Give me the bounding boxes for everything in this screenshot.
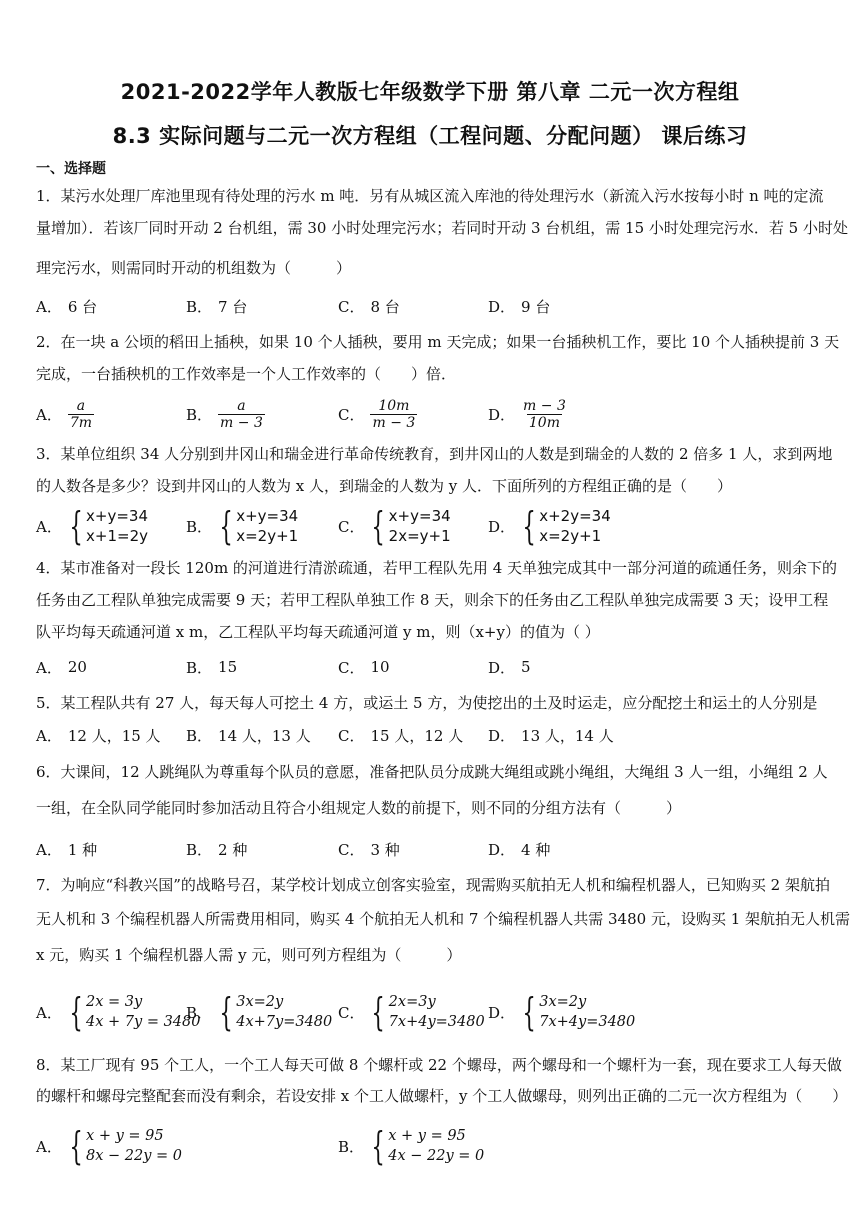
q4-text-line-1: 4．某市准备对一段长 120m 的河道进行清淤疏通，若甲工程队先用 4 天单独完成其中一部分河道的疏通任务，则余下的 bbox=[36, 559, 838, 577]
q4-text-line-3: 队平均每天疏通河道 x m，乙工程队平均每天疏通河道 y m，则（x+y）的值为（ ） bbox=[36, 623, 600, 641]
equation-system: { x + y = 95 8x − 22y = 0 bbox=[69, 1124, 183, 1168]
q1-text-line-2: 量增加）．若该厂同时开动 2 台机组，需 30 小时处理完污水；若同时开动 3 台机组，需 15 小时处理完污水．若 5 小时处 bbox=[36, 219, 848, 237]
q2-text-line-1: 2．在一块 a 公顷的稻田上插秧，如果 10 个人插秧，要用 m 天完成；如果一台插秧机工作，要比 10 个人插秧提前 3 天 bbox=[36, 333, 840, 351]
q1-text-line-1: 1．某污水处理厂库池里现有待处理的污水 m 吨．另有从城区流入库池的待处理污水（新流入污水按每小时 n 吨的定流 bbox=[36, 187, 824, 205]
q7-option-b[interactable]: B． { 3x=2y 4x+7y=3480 bbox=[186, 990, 333, 1034]
equation-system: { x+2y=34 x=2y+1 bbox=[522, 504, 611, 548]
q5-option-d[interactable]: D． 13 人，14 人 bbox=[488, 726, 614, 745]
q1-option-d[interactable]: D． 9 台 bbox=[488, 297, 551, 316]
q7-option-d[interactable]: D． { 3x=2y 7x+4y=3480 bbox=[488, 990, 636, 1034]
q6-options bbox=[36, 836, 836, 862]
q1-option-b[interactable]: B． 7 台 bbox=[186, 297, 248, 316]
q2-option-c[interactable]: C． $\frac{10m}{m - 3}$ bbox=[338, 397, 416, 431]
q5-option-c[interactable]: C． 15 人，12 人 bbox=[338, 726, 464, 745]
q2-option-b[interactable]: B． $\frac{a}{m - 3}$ bbox=[186, 397, 263, 431]
q2-text-line-2: 完成，一台插秧机的工作效率是一个人工作效率的（ ）倍． bbox=[36, 365, 457, 383]
q3-text-line-2: 的人数各是多少？设到井冈山的人数为 x 人，到瑞金的人数为 y 人．下面所列的方程组正确的是（ ） bbox=[36, 477, 733, 495]
q8-options bbox=[36, 1124, 836, 1168]
q4-option-a[interactable]: A． 20 bbox=[36, 658, 87, 677]
brace-icon: { bbox=[69, 504, 83, 548]
q2-option-d[interactable]: D． $\frac{m - 3}{10m}$ bbox=[488, 397, 566, 431]
q7-text-line-1: 7．为响应“科教兴国”的战略号召，某学校计划成立创客实验室，现需购买航拍无人机和编程机器人，已知购买 2 架航拍 bbox=[36, 876, 830, 894]
equation-system: { x + y = 95 4x − 22y = 0 bbox=[371, 1124, 485, 1168]
q3-option-b[interactable]: B． { x+y=34 x=2y+1 bbox=[186, 504, 299, 548]
q4-options bbox=[36, 654, 836, 680]
equation-system: { 3x=2y 4x+7y=3480 bbox=[219, 990, 333, 1034]
q6-text-line-2: 一组，在全队同学能同时参加活动且符合小组规定人数的前提下，则不同的分组方法有（ ） bbox=[36, 799, 682, 817]
q4-option-b[interactable]: B． 15 bbox=[186, 658, 238, 677]
fraction: $\frac{10m}{m - 3}$ bbox=[372, 397, 416, 431]
q2-option-a[interactable]: A． $\frac{a}{7m}$ bbox=[36, 397, 93, 431]
q4-text-line-2: 任务由乙工程队单独完成需要 9 天；若甲工程队单独工作 8 天，则余下的任务由乙工程队单独完成需要 3 天；设甲工程 bbox=[36, 591, 829, 609]
brace-icon: { bbox=[371, 1124, 385, 1168]
q6-option-d[interactable]: D． 4 种 bbox=[488, 840, 551, 859]
q7-options bbox=[36, 990, 836, 1034]
q5-text-line-1: 5．某工程队共有 27 人，每天每人可挖土 4 方，或运土 5 方，为使挖出的土及时运走，应分配挖土和运土的人分别是 bbox=[36, 694, 818, 712]
brace-icon: { bbox=[522, 990, 536, 1034]
q2-options bbox=[36, 392, 836, 436]
q7-option-c[interactable]: C． { 2x=3y 7x+4y=3480 bbox=[338, 990, 485, 1034]
fraction: $\frac{a}{m - 3}$ bbox=[220, 397, 263, 431]
q8-text-line-2: 的螺杆和螺母完整配套而没有剩余，若设安排 x 个工人做螺杆，y 个工人做螺母，则列出正确的二元一次方程组为（ ） bbox=[36, 1087, 848, 1105]
q1-options bbox=[36, 288, 836, 324]
q5-option-a[interactable]: A． 12 人，15 人 bbox=[36, 726, 161, 745]
brace-icon: { bbox=[522, 504, 536, 548]
q3-options bbox=[36, 503, 836, 549]
title-line-2: 8.3 实际问题与二元一次方程组（工程问题、分配问题） 课后练习 bbox=[112, 124, 748, 148]
equation-system: { x+y=34 2x=y+1 bbox=[371, 504, 451, 548]
brace-icon: { bbox=[219, 990, 233, 1034]
brace-icon: { bbox=[371, 504, 386, 548]
q7-text-line-3: x 元，购买 1 个编程机器人需 y 元，则可列方程组为（ ） bbox=[36, 946, 462, 964]
brace-icon: { bbox=[69, 990, 83, 1034]
equation-system: { x+y=34 x+1=2y bbox=[69, 504, 149, 548]
q4-option-c[interactable]: C． 10 bbox=[338, 658, 390, 677]
q3-option-a[interactable]: A． { x+y=34 x+1=2y bbox=[36, 504, 149, 548]
q5-option-b[interactable]: B． 14 人，13 人 bbox=[186, 726, 311, 745]
q6-text-line-1: 6．大课间，12 人跳绳队为尊重每个队员的意愿，准备把队员分成跳大绳组或跳小绳组，大绳组 3 人一组，小绳组 2 人 bbox=[36, 763, 828, 781]
brace-icon: { bbox=[219, 504, 233, 548]
q3-option-c[interactable]: C． { x+y=34 2x=y+1 bbox=[338, 504, 451, 548]
fraction: $\frac{m - 3}{10m}$ bbox=[523, 397, 566, 431]
q7-option-a[interactable]: A． { 2x = 3y 4x + 7y = 3480 bbox=[36, 990, 201, 1034]
fraction: $\frac{a}{7m}$ bbox=[69, 397, 93, 431]
section-heading: 一、选择题 bbox=[36, 161, 106, 177]
q4-option-d[interactable]: D． 5 bbox=[488, 658, 531, 677]
q1-text-line-3: 理完污水，则需同时开动的机组数为（ ） bbox=[36, 259, 352, 277]
brace-icon: { bbox=[371, 990, 386, 1034]
q6-option-c[interactable]: C． 3 种 bbox=[338, 840, 400, 859]
equation-system: { x+y=34 x=2y+1 bbox=[219, 504, 299, 548]
equation-system: { 2x=3y 7x+4y=3480 bbox=[371, 990, 485, 1034]
q8-option-a[interactable]: A． { x + y = 95 8x − 22y = 0 bbox=[36, 1124, 183, 1168]
q1-option-c[interactable]: C． 8 台 bbox=[338, 297, 400, 316]
q8-option-b[interactable]: B． { x + y = 95 4x − 22y = 0 bbox=[338, 1124, 485, 1168]
q6-option-a[interactable]: A． 1 种 bbox=[36, 840, 98, 859]
q3-text-line-1: 3．某单位组织 34 人分别到井冈山和瑞金进行革命传统教育，到井冈山的人数是到瑞金的人数的 2 倍多 1 人，求到两地 bbox=[36, 445, 833, 463]
q5-options bbox=[36, 722, 836, 748]
title-line-1: 2021-2022学年人教版七年级数学下册 第八章 二元一次方程组 bbox=[120, 80, 740, 104]
brace-icon: { bbox=[69, 1124, 83, 1168]
q8-text-line-1: 8．某工厂现有 95 个工人，一个工人每天可做 8 个螺杆或 22 个螺母，两个螺母和一个螺杆为一套，现在要求工人每天做 bbox=[36, 1056, 842, 1074]
q3-option-d[interactable]: D． { x+2y=34 x=2y+1 bbox=[488, 504, 611, 548]
equation-system: { 3x=2y 7x+4y=3480 bbox=[522, 990, 636, 1034]
q6-option-b[interactable]: B． 2 种 bbox=[186, 840, 248, 859]
equation-system: { 2x = 3y 4x + 7y = 3480 bbox=[69, 990, 201, 1034]
q7-text-line-2: 无人机和 3 个编程机器人所需费用相同，购买 4 个航拍无人机和 7 个编程机器人共需 3480 元，设购买 1 架航拍无人机需 bbox=[36, 910, 851, 928]
q1-option-a[interactable]: A． 6 台 bbox=[36, 297, 98, 316]
